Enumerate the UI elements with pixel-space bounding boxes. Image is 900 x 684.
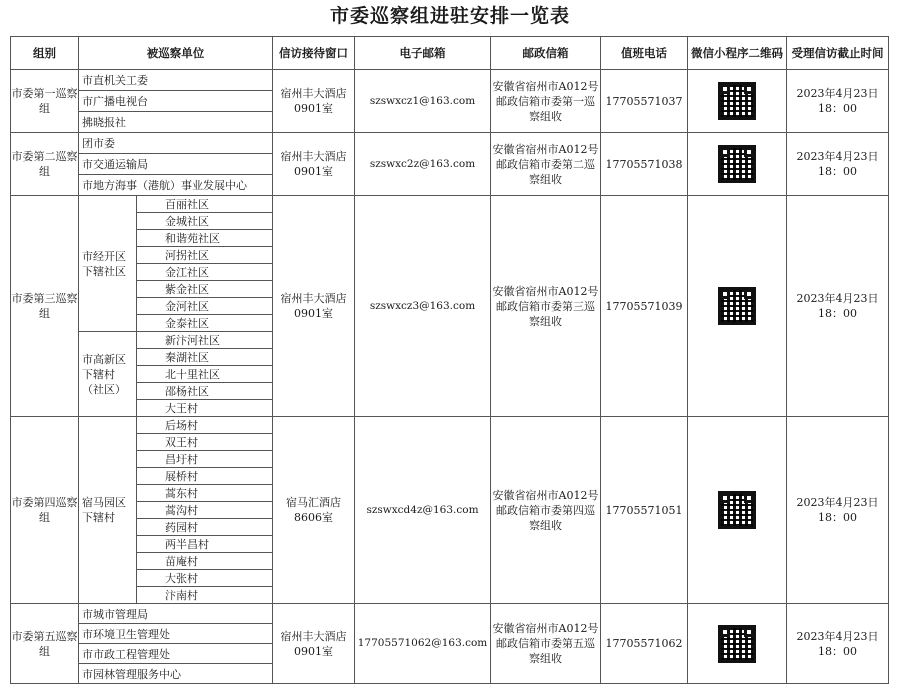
table-row bbox=[11, 70, 889, 91]
reception-window: 宿州丰大酒店0901室 bbox=[273, 196, 355, 417]
qr-code-icon[interactable] bbox=[718, 491, 756, 529]
header-unit: 被巡察单位 bbox=[79, 37, 273, 70]
reception-window: 宿州丰大酒店0901室 bbox=[273, 604, 355, 684]
village-name: 蒿东村 bbox=[137, 485, 273, 502]
unit-name: 市环境卫生管理处 bbox=[79, 624, 273, 644]
unit-name: 市广播电视台 bbox=[79, 91, 273, 112]
qr-code-icon[interactable] bbox=[718, 82, 756, 120]
table-row bbox=[11, 133, 889, 154]
village-name: 金泰社区 bbox=[137, 315, 273, 332]
village-name: 河拐社区 bbox=[137, 247, 273, 264]
village-name: 金江社区 bbox=[137, 264, 273, 281]
subgroup-name: 市高新区下辖村（社区） bbox=[79, 332, 137, 417]
duty-phone: 17705571038 bbox=[601, 133, 688, 196]
unit-name: 市直机关工委 bbox=[79, 70, 273, 91]
village-name: 北十里社区 bbox=[137, 366, 273, 383]
qr-code-cell bbox=[688, 133, 787, 196]
deadline: 2023年4月23日18：00 bbox=[787, 196, 889, 417]
village-name: 大张村 bbox=[137, 570, 273, 587]
village-name: 邵杨社区 bbox=[137, 383, 273, 400]
village-name: 展桥村 bbox=[137, 468, 273, 485]
unit-name: 市交通运输局 bbox=[79, 154, 273, 175]
email-address: szswxcz1@163.com bbox=[355, 70, 491, 133]
group-name: 市委第一巡察组 bbox=[11, 70, 79, 133]
village-name: 和谐苑社区 bbox=[137, 230, 273, 247]
group-name: 市委第二巡察组 bbox=[11, 133, 79, 196]
village-name: 金城社区 bbox=[137, 213, 273, 230]
reception-window: 宿州丰大酒店0901室 bbox=[273, 133, 355, 196]
village-name: 两半昌村 bbox=[137, 536, 273, 553]
qr-code-cell bbox=[688, 604, 787, 684]
group-name: 市委第四巡察组 bbox=[11, 417, 79, 604]
village-name: 后场村 bbox=[137, 417, 273, 434]
qr-code-cell bbox=[688, 417, 787, 604]
table-row bbox=[11, 604, 889, 624]
postal-box: 安徽省宿州市A012号邮政信箱市委第五巡察组收 bbox=[491, 604, 601, 684]
qr-code-cell bbox=[688, 70, 787, 133]
header-deadline: 受理信访截止时间 bbox=[787, 37, 889, 70]
village-name: 紫金社区 bbox=[137, 281, 273, 298]
email-address: szswxcd4z@163.com bbox=[355, 417, 491, 604]
header-group: 组别 bbox=[11, 37, 79, 70]
inspection-table bbox=[10, 36, 889, 684]
page-title: 市委巡察组进驻安排一览表 bbox=[329, 5, 570, 27]
postal-box: 安徽省宿州市A012号邮政信箱市委第一巡察组收 bbox=[491, 70, 601, 133]
header-phone: 值班电话 bbox=[601, 37, 688, 70]
duty-phone: 17705571051 bbox=[601, 417, 688, 604]
email-address: szswxc2z@163.com bbox=[355, 133, 491, 196]
postal-box: 安徽省宿州市A012号邮政信箱市委第三巡察组收 bbox=[491, 196, 601, 417]
group-name: 市委第三巡察组 bbox=[11, 196, 79, 417]
unit-name: 团市委 bbox=[79, 133, 273, 154]
subgroup-name: 市经开区下辖社区 bbox=[79, 196, 137, 332]
village-name: 药园村 bbox=[137, 519, 273, 536]
village-name: 双王村 bbox=[137, 434, 273, 451]
reception-window: 宿州丰大酒店0901室 bbox=[273, 70, 355, 133]
village-name: 汴南村 bbox=[137, 587, 273, 604]
qr-code-cell bbox=[688, 196, 787, 417]
unit-name: 市市政工程管理处 bbox=[79, 644, 273, 664]
duty-phone: 17705571037 bbox=[601, 70, 688, 133]
subgroup-name: 宿马园区下辖村 bbox=[79, 417, 137, 604]
table-row bbox=[11, 196, 889, 213]
village-name: 金河社区 bbox=[137, 298, 273, 315]
postal-box: 安徽省宿州市A012号邮政信箱市委第四巡察组收 bbox=[491, 417, 601, 604]
header-post: 邮政信箱 bbox=[491, 37, 601, 70]
village-name: 蒿沟村 bbox=[137, 502, 273, 519]
village-name: 苗庵村 bbox=[137, 553, 273, 570]
village-name: 大王村 bbox=[137, 400, 273, 417]
deadline: 2023年4月23日18：00 bbox=[787, 70, 889, 133]
qr-code-icon[interactable] bbox=[718, 145, 756, 183]
duty-phone: 17705571039 bbox=[601, 196, 688, 417]
qr-code-icon[interactable] bbox=[718, 625, 756, 663]
village-name: 秦湖社区 bbox=[137, 349, 273, 366]
village-name: 昌圩村 bbox=[137, 451, 273, 468]
village-name: 百丽社区 bbox=[137, 196, 273, 213]
header-qr: 微信小程序二维码 bbox=[688, 37, 787, 70]
header-email: 电子邮箱 bbox=[355, 37, 491, 70]
group-name: 市委第五巡察组 bbox=[11, 604, 79, 684]
unit-name: 市园林管理服务中心 bbox=[79, 664, 273, 684]
deadline: 2023年4月23日18：00 bbox=[787, 133, 889, 196]
email-address: 17705571062@163.com bbox=[355, 604, 491, 684]
header-window: 信访接待窗口 bbox=[273, 37, 355, 70]
header-row bbox=[11, 37, 889, 70]
reception-window: 宿马汇酒店8606室 bbox=[273, 417, 355, 604]
unit-name: 拂晓报社 bbox=[79, 112, 273, 133]
duty-phone: 17705571062 bbox=[601, 604, 688, 684]
email-address: szswxcz3@163.com bbox=[355, 196, 491, 417]
table-row bbox=[11, 417, 889, 434]
deadline: 2023年4月23日18：00 bbox=[787, 604, 889, 684]
unit-name: 市城市管理局 bbox=[79, 604, 273, 624]
deadline: 2023年4月23日18：00 bbox=[787, 417, 889, 604]
qr-code-icon[interactable] bbox=[718, 287, 756, 325]
village-name: 新汴河社区 bbox=[137, 332, 273, 349]
unit-name: 市地方海事（港航）事业发展中心 bbox=[79, 175, 273, 196]
postal-box: 安徽省宿州市A012号邮政信箱市委第二巡察组收 bbox=[491, 133, 601, 196]
